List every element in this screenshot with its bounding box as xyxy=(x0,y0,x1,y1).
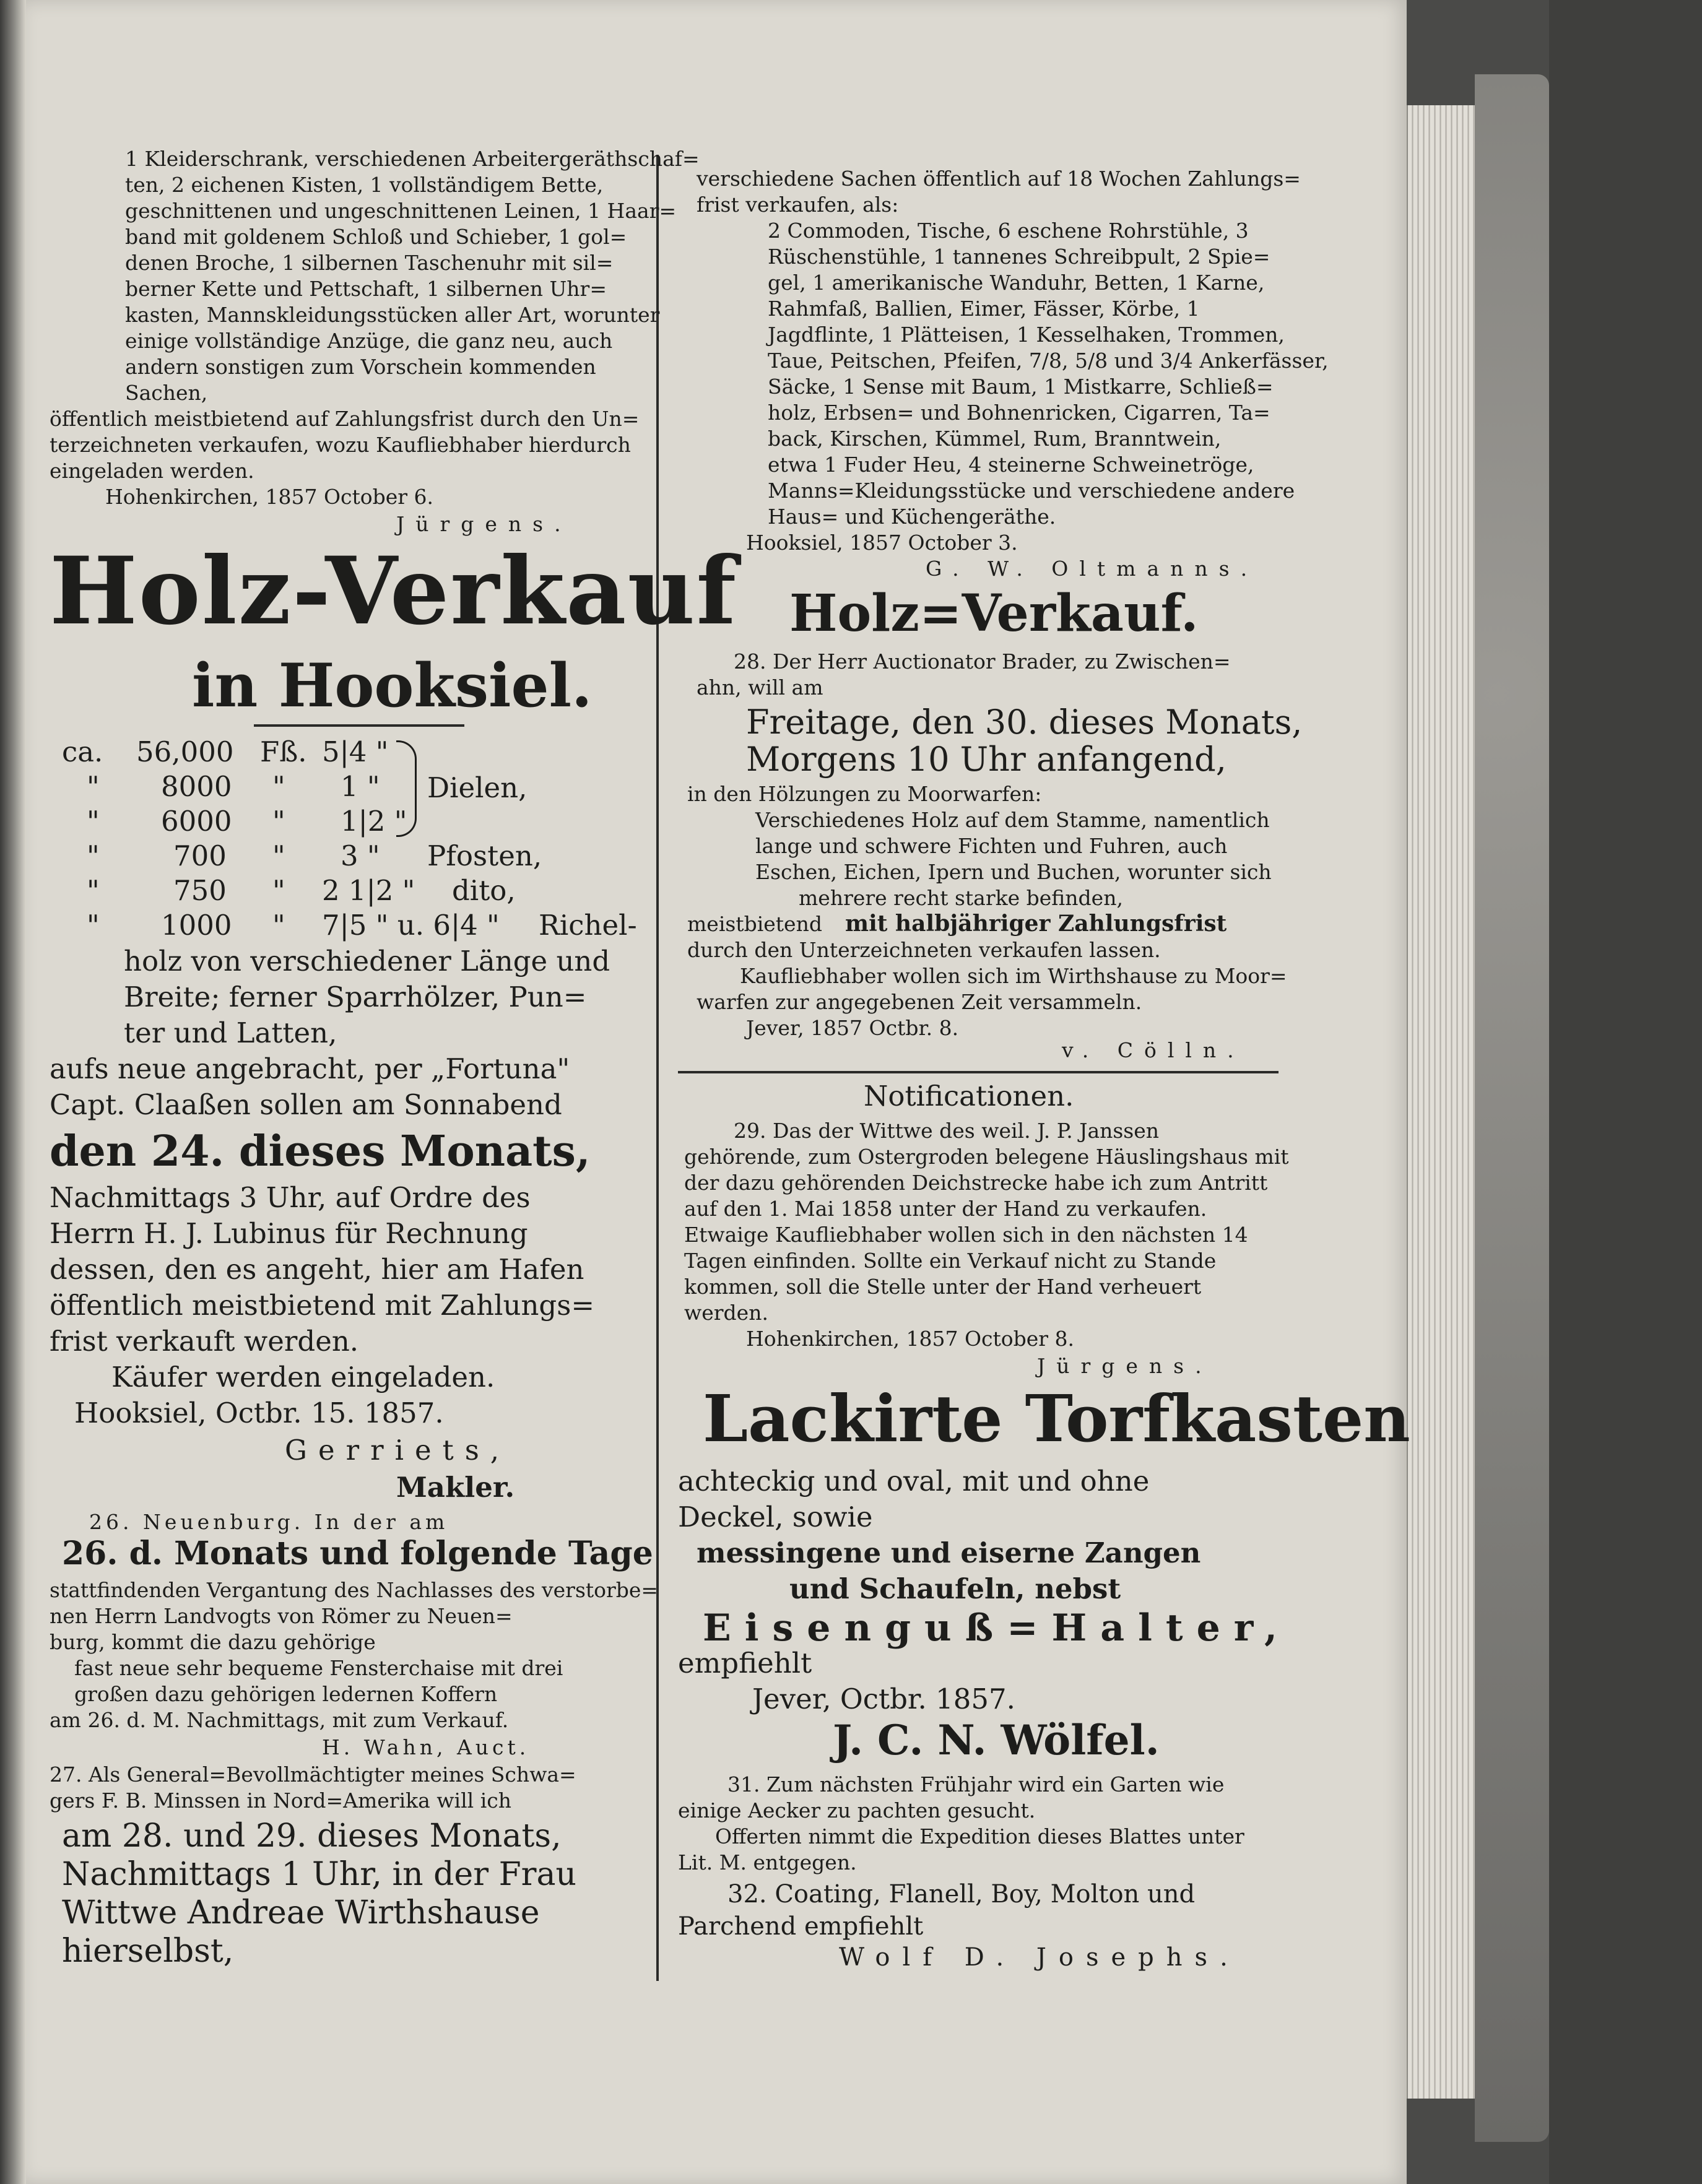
ad27-signature: G. W. Oltmanns. xyxy=(926,557,1259,581)
ad28-body-line: lange und schwere Fichten und Fuhren, auch xyxy=(755,834,1228,858)
ad28-body2-line: Kaufliebhaber wollen sich im Wirthshause zu Moor= xyxy=(740,964,1287,988)
ad27-cont-line: Rahmfaß, Ballien, Eimer, Fässer, Körbe, 1 xyxy=(768,297,1200,321)
ad27-line: gers F. B. Minssen in Nord=Amerika will ich xyxy=(50,1788,511,1813)
ad31-line: Offerten nimmt die Expedition dieses Blattes unter xyxy=(715,1824,1244,1848)
ad26-line: am 26. d. M. Nachmittags, mit zum Verkauf. xyxy=(50,1708,509,1732)
holz-body2-line: Nachmittags 3 Uhr, auf Ordre des xyxy=(50,1181,531,1214)
ad27-cont-line: 2 Commoden, Tische, 6 eschene Rohrstühle, 3 xyxy=(768,219,1249,243)
holz-verkauf-title: Holz-Verkauf xyxy=(50,537,738,646)
wood-prefix: " xyxy=(87,805,100,838)
ad28-terms-prefix: meistbietend xyxy=(687,912,822,936)
ad1-line: andern sonstigen zum Vorschein kommenden xyxy=(125,355,596,379)
ad28-body-line: in den Hölzungen zu Moorwarfen: xyxy=(687,782,1042,806)
section-rule xyxy=(678,1071,1279,1073)
ad27-cont-line: Jagdflinte, 1 Plätteisen, 1 Kesselhaken, Trommen, xyxy=(768,323,1285,347)
ad27-big-line: Wittwe Andreae Wirthshause xyxy=(62,1894,540,1931)
ad29-line: Etwaige Kaufliebhaber wollen sich in den nächsten 14 xyxy=(684,1223,1248,1247)
ad29-line: werden. xyxy=(684,1301,768,1325)
ad27-cont-line: Taue, Peitschen, Pfeifen, 7/8, 5/8 und 3/4 Ankerfässer, xyxy=(768,349,1329,373)
wood-prefix: " xyxy=(87,770,100,803)
ad28-big-line: Morgens 10 Uhr anfangend, xyxy=(746,740,1227,779)
wood-size: 1|2 " xyxy=(341,805,407,838)
ad1-line: geschnittenen und ungeschnittenen Leinen, 1 Haar= xyxy=(125,199,677,223)
ad28-signature: v. Cölln. xyxy=(1062,1038,1245,1062)
torf-empfiehlt: empfiehlt xyxy=(678,1647,812,1679)
wood-label: Richel- xyxy=(539,909,637,942)
ad1-closing-line: öffentlich meistbietend auf Zahlungsfrist durch den Un= xyxy=(50,407,640,431)
holz-role: Makler. xyxy=(396,1471,515,1504)
torf-line: Deckel, sowie xyxy=(678,1501,873,1533)
ad1-line: 1 Kleiderschrank, verschiedenen Arbeitergeräthschaf= xyxy=(125,147,700,171)
wood-qty: 700 xyxy=(173,839,227,872)
dielen-brace xyxy=(396,740,417,837)
background xyxy=(1549,0,1702,2184)
ad27-cont-line: Säcke, 1 Sense mit Baum, 1 Mistkarre, Schließ= xyxy=(768,375,1274,399)
ad1-signature: Jürgens. xyxy=(396,512,572,536)
ad32-signature: Wolf D. Josephs. xyxy=(839,1943,1240,1972)
ad27-big-line: hierselbst, xyxy=(62,1933,234,1970)
ad1-line: einige vollständige Anzüge, die ganz neu, auch xyxy=(125,329,613,353)
ad1-line: Sachen, xyxy=(125,381,208,405)
ad29-place-date: Hohenkirchen, 1857 October 8. xyxy=(746,1327,1075,1351)
torf-signature: J. C. N. Wölfel. xyxy=(833,1716,1160,1764)
title-rule xyxy=(254,724,464,727)
wood-qty: 6000 xyxy=(161,805,232,838)
torfkasten-title: Lackirte Torfkasten xyxy=(703,1380,1410,1457)
page-stack-edge xyxy=(1407,105,1476,2099)
book-cover xyxy=(1475,74,1549,2142)
holz-body2-line: Hooksiel, Octbr. 15. 1857. xyxy=(74,1397,444,1429)
ad29-line: gehörende, zum Ostergroden belegene Häuslingshaus mit xyxy=(684,1145,1289,1169)
holz-body-line: ter und Latten, xyxy=(124,1016,337,1049)
ad32-line: Parchend empfiehlt xyxy=(678,1912,924,1941)
ad28-body2-line: durch den Unterzeichneten verkaufen lassen. xyxy=(687,938,1161,962)
holz-signature: Gerriets, xyxy=(285,1434,511,1467)
holz-date-big: den 24. dieses Monats, xyxy=(50,1127,591,1176)
torf-line: achteckig und oval, mit und ohne xyxy=(678,1465,1150,1497)
wood-size: 3 " xyxy=(341,839,380,872)
ad32-line: 32. Coating, Flanell, Boy, Molton und xyxy=(727,1880,1196,1909)
ad26-big: 26. d. Monats und folgende Tage xyxy=(62,1535,653,1572)
ad27-cont-line: frist verkaufen, als: xyxy=(697,193,899,217)
ad1-line: berner Kette und Pettschaft, 1 silbernen Uhr= xyxy=(125,277,607,301)
ad1-line: ten, 2 eichenen Kisten, 1 vollständigem Bette, xyxy=(125,173,604,197)
ad27-cont-line: Rüschenstühle, 1 tannenes Schreibpult, 2 Spie= xyxy=(768,245,1270,269)
book-left-edge xyxy=(0,0,26,2184)
ad28-line: 28. Der Herr Auctionator Brader, zu Zwischen= xyxy=(734,649,1231,674)
ad27-cont-line: verschiedene Sachen öffentlich auf 18 Wochen Zahlungs= xyxy=(697,167,1301,191)
ad28-terms-bold: mit halbjähriger Zahlungsfrist xyxy=(845,911,1227,937)
column-divider xyxy=(656,155,659,1981)
holz-body-line: Breite; ferner Sparrhölzer, Pun= xyxy=(124,981,587,1013)
ad31-line: 31. Zum nächsten Frühjahr wird ein Garten wie xyxy=(727,1772,1225,1796)
ad28-place-date: Jever, 1857 Octbr. 8. xyxy=(746,1016,959,1040)
ad1-closing-line: terzeichneten verkaufen, wozu Kaufliebhaber hierdurch xyxy=(50,433,631,457)
ad27-cont-line: Haus= und Küchengeräthe. xyxy=(768,505,1056,529)
ad28-line: ahn, will am xyxy=(697,675,823,700)
ad27-cont-line: Manns=Kleidungsstücke und verschiedene andere xyxy=(768,479,1295,503)
wood-unit: Fß. xyxy=(260,735,307,768)
holz-body-line: Capt. Claaßen sollen am Sonnabend xyxy=(50,1088,562,1121)
torf-place-date: Jever, Octbr. 1857. xyxy=(752,1683,1015,1715)
ad1-line: band mit goldenem Schloß und Schieber, 1 gol= xyxy=(125,225,627,249)
ad26-head: 26. Neuenburg. In der am xyxy=(89,1510,449,1534)
wood-size: 5|4 " xyxy=(322,735,389,768)
ad29-line: der dazu gehörenden Deichstrecke habe ich zum Antritt xyxy=(684,1171,1268,1195)
torf-bold-line: und Schaufeln, nebst xyxy=(789,1572,1121,1605)
ad29-line: auf den 1. Mai 1858 unter der Hand zu verkaufen. xyxy=(684,1197,1207,1221)
ad29-line: 29. Das der Wittwe des weil. J. P. Janssen xyxy=(734,1119,1160,1143)
notificationen-title: Notificationen. xyxy=(864,1080,1074,1112)
ad27-place-date: Hooksiel, 1857 October 3. xyxy=(746,531,1018,555)
ad27-line: 27. Als General=Bevollmächtigter meines Schwa= xyxy=(50,1762,576,1787)
wood-qty: 750 xyxy=(173,874,227,907)
ad26-signature: H. Wahn, Auct. xyxy=(322,1735,530,1759)
wood-qty: 56,000 xyxy=(136,735,234,768)
wood-unit: " xyxy=(272,805,285,838)
ad27-cont-line: holz, Erbsen= und Bohnenricken, Cigarren, Ta= xyxy=(768,401,1270,425)
wood-size: 1 " xyxy=(341,770,380,803)
wood-qty: 1000 xyxy=(161,909,232,942)
wood-prefix: " xyxy=(87,839,100,872)
ad26-line: großen dazu gehörigen ledernen Koffern xyxy=(74,1682,498,1706)
ad26-line: stattfindenden Vergantung des Nachlasses des verstorbe= xyxy=(50,1578,659,1602)
wood-label: dito, xyxy=(452,874,516,907)
ad29-signature: Jürgens. xyxy=(1037,1354,1213,1378)
wood-unit: " xyxy=(272,839,285,872)
holz-body2-line: frist verkauft werden. xyxy=(50,1325,359,1358)
dielen-label: Dielen, xyxy=(427,771,528,804)
ad27-cont-line: etwa 1 Fuder Heu, 4 steinerne Schweinetröge, xyxy=(768,453,1254,477)
ad26-line: burg, kommt die dazu gehörige xyxy=(50,1630,376,1654)
wood-unit: " xyxy=(272,874,285,907)
ad29-line: Tagen einfinden. Sollte ein Verkauf nicht zu Stande xyxy=(684,1249,1217,1273)
ad1-line: kasten, Mannskleidungsstücken aller Art, worunter xyxy=(125,303,660,327)
holz-body2-line: Herrn H. J. Lubinus für Rechnung xyxy=(50,1217,528,1250)
wood-label: Pfosten, xyxy=(427,839,542,872)
wood-unit: " xyxy=(272,909,285,942)
ad1-closing-line: eingeladen werden. xyxy=(50,459,254,483)
ad27-big-line: am 28. und 29. dieses Monats, xyxy=(62,1818,562,1855)
holz-body-line: aufs neue angebracht, per „Fortuna" xyxy=(50,1052,570,1085)
ad1-line: denen Broche, 1 silbernen Taschenuhr mit sil= xyxy=(125,251,614,275)
wood-size: 2 1|2 " xyxy=(322,874,415,907)
torf-halter: Eisenguß=Halter, xyxy=(703,1606,1291,1650)
wood-size: 7|5 " u. 6|4 " xyxy=(322,909,500,942)
wood-prefix: " xyxy=(87,909,100,942)
ad27-cont-line: back, Kirschen, Kümmel, Rum, Branntwein, xyxy=(768,427,1222,451)
ad26-line: fast neue sehr bequeme Fensterchaise mit drei xyxy=(74,1656,563,1680)
ad1-place-date: Hohenkirchen, 1857 October 6. xyxy=(105,485,434,509)
ad31-line: Lit. M. entgegen. xyxy=(678,1850,857,1874)
wood-prefix: " xyxy=(87,874,100,907)
ad27-cont-line: gel, 1 amerikanische Wanduhr, Betten, 1 Karne, xyxy=(768,271,1265,295)
ad28-body-line: mehrere recht starke befinden, xyxy=(799,886,1123,910)
ad27-big-line: Nachmittags 1 Uhr, in der Frau xyxy=(62,1856,577,1893)
ad28-body-line: Eschen, Eichen, Ipern und Buchen, worunter sich xyxy=(755,860,1272,884)
ad28-big-line: Freitage, den 30. dieses Monats, xyxy=(746,703,1303,742)
ad28-body2-line: warfen zur angegebenen Zeit versammeln. xyxy=(697,990,1142,1014)
ad29-line: kommen, soll die Stelle unter der Hand verheuert xyxy=(684,1275,1202,1299)
holz-body2-line: öffentlich meistbietend mit Zahlungs= xyxy=(50,1289,595,1322)
holz-body2-line: Käufer werden eingeladen. xyxy=(111,1361,495,1393)
torf-bold-line: messingene und eiserne Zangen xyxy=(697,1536,1201,1569)
wood-prefix: ca. xyxy=(62,735,103,768)
wood-unit: " xyxy=(272,770,285,803)
holz-verkauf-2-title: Holz=Verkauf. xyxy=(789,584,1199,643)
ad28-body-line: Verschiedenes Holz auf dem Stamme, namentlich xyxy=(755,808,1270,832)
ad26-line: nen Herrn Landvogts von Römer zu Neuen= xyxy=(50,1604,513,1628)
ad31-line: einige Aecker zu pachten gesucht. xyxy=(678,1798,1036,1822)
holz-body-line: holz von verschiedener Länge und xyxy=(124,945,610,977)
holz-verkauf-subtitle: in Hooksiel. xyxy=(192,651,593,721)
holz-body2-line: dessen, den es angeht, hier am Hafen xyxy=(50,1253,584,1286)
wood-qty: 8000 xyxy=(161,770,232,803)
